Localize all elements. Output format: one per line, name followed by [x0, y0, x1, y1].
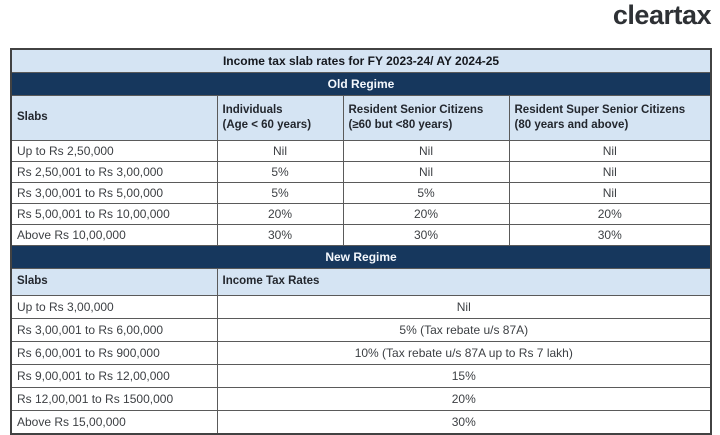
- new-regime-label: New Regime: [11, 246, 711, 269]
- rate-cell-super-senior: Nil: [509, 141, 711, 162]
- rate-cell-individuals: 5%: [217, 183, 343, 204]
- rate-cell: 10% (Tax rebate u/s 87A up to Rs 7 lakh): [217, 342, 711, 365]
- table-title: Income tax slab rates for FY 2023-24/ AY 2024-25: [11, 49, 711, 73]
- old-regime-band-row: [11, 73, 711, 96]
- header-line: Resident Super Senior Citizens: [514, 103, 686, 116]
- rate-cell-senior: 5%: [343, 183, 509, 204]
- table-row: [11, 365, 711, 388]
- table-row: [11, 388, 711, 411]
- cleartax-logo: cleartax: [612, 0, 711, 30]
- rate-cell: 20%: [217, 388, 711, 411]
- column-header-slabs: [11, 96, 217, 141]
- table-row: [11, 225, 711, 246]
- column-header-slabs: [11, 269, 217, 296]
- header-subline: (Age < 60 years): [222, 119, 312, 131]
- table-title-row: [11, 49, 711, 73]
- table-row: [11, 183, 711, 204]
- header-line: Income Tax Rates: [222, 275, 320, 288]
- new-regime-band-row: [11, 246, 711, 269]
- rate-cell-individuals: 5%: [217, 162, 343, 183]
- header-subline: (80 years and above): [514, 119, 629, 131]
- slab-cell: Rs 5,00,001 to Rs 10,00,000: [11, 204, 217, 225]
- rate-cell-senior: 20%: [343, 204, 509, 225]
- column-header-income-tax-rates: [217, 269, 711, 296]
- rate-cell: 15%: [217, 365, 711, 388]
- old-regime-header-row: [11, 96, 711, 141]
- header-line: Resident Senior Citizens: [348, 103, 484, 116]
- new-regime-header-row: [11, 269, 711, 296]
- rate-cell-super-senior: Nil: [509, 162, 711, 183]
- rate-cell-super-senior: 30%: [509, 225, 711, 246]
- slab-cell: Rs 9,00,001 to Rs 12,00,000: [11, 365, 217, 388]
- slab-cell: Up to Rs 2,50,000: [11, 141, 217, 162]
- header-subline: (≥60 but <80 years): [348, 119, 453, 131]
- table-row: [11, 204, 711, 225]
- slab-cell: Above Rs 10,00,000: [11, 225, 217, 246]
- table-row: [11, 296, 711, 319]
- slab-cell: Rs 12,00,001 to Rs 1500,000: [11, 388, 217, 411]
- rate-cell-senior: Nil: [343, 141, 509, 162]
- table-row: [11, 342, 711, 365]
- rate-cell-individuals: Nil: [217, 141, 343, 162]
- slab-cell: Rs 6,00,001 to Rs 900,000: [11, 342, 217, 365]
- rate-cell-individuals: 30%: [217, 225, 343, 246]
- column-header-individuals: [217, 96, 343, 141]
- slab-cell: Rs 2,50,001 to Rs 3,00,000: [11, 162, 217, 183]
- table-row: [11, 162, 711, 183]
- slab-cell: Rs 3,00,001 to Rs 6,00,000: [11, 319, 217, 342]
- old-regime-label: Old Regime: [11, 73, 711, 96]
- header-line: Individuals: [222, 103, 283, 116]
- header-line: Slabs: [17, 275, 48, 288]
- income-tax-slab-table: [10, 48, 712, 435]
- slab-cell: Up to Rs 3,00,000: [11, 296, 217, 319]
- slab-cell: Rs 3,00,001 to Rs 5,00,000: [11, 183, 217, 204]
- column-header-senior-citizens: [343, 96, 509, 141]
- table-row: [11, 141, 711, 162]
- rate-cell: Nil: [217, 296, 711, 319]
- table-row: [11, 319, 711, 342]
- column-header-super-senior-citizens: [509, 96, 711, 141]
- rate-cell-senior: 30%: [343, 225, 509, 246]
- rate-cell-senior: Nil: [343, 162, 509, 183]
- rate-cell-super-senior: Nil: [509, 183, 711, 204]
- rate-cell-individuals: 20%: [217, 204, 343, 225]
- rate-cell: 5% (Tax rebate u/s 87A): [217, 319, 711, 342]
- slab-cell: Above Rs 15,00,000: [11, 411, 217, 434]
- table-row: [11, 411, 711, 434]
- rate-cell-super-senior: 20%: [509, 204, 711, 225]
- rate-cell: 30%: [217, 411, 711, 434]
- header-line: Slabs: [17, 111, 48, 124]
